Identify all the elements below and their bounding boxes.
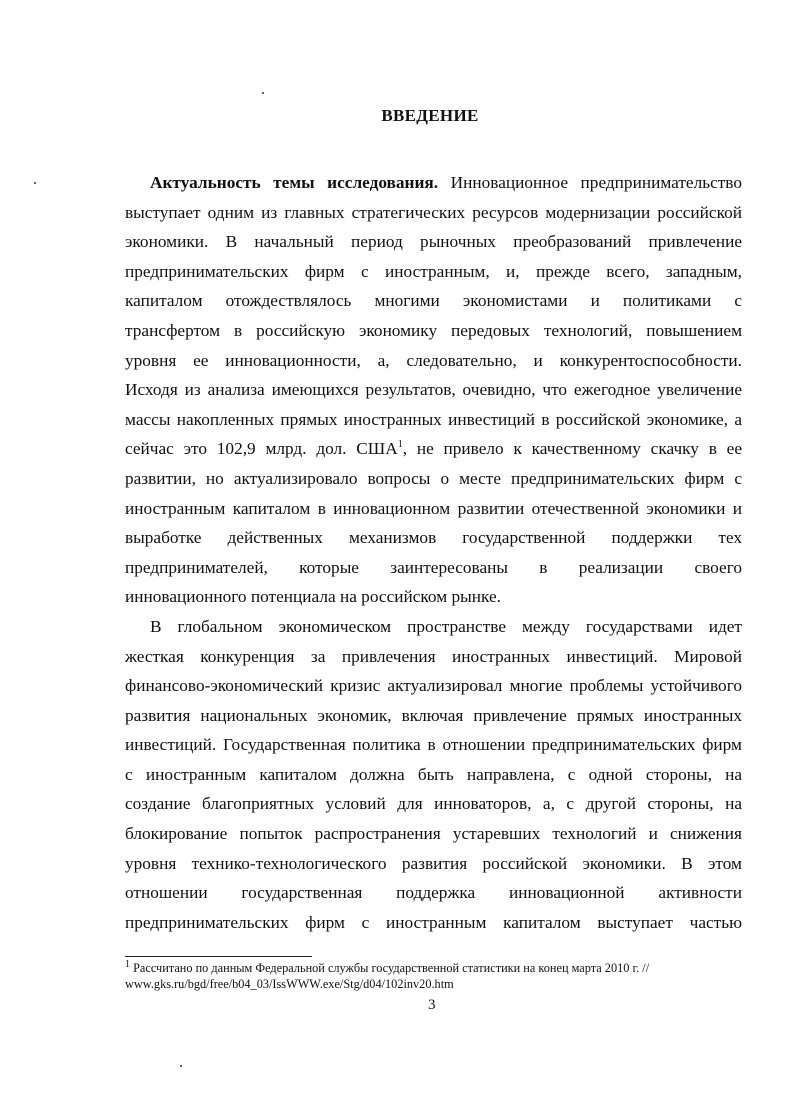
line-text: предпринимательских фирм с иностранным, и, прежде всего, западным, — [125, 261, 742, 281]
line-text: с иностранным капиталом должна быть направлена, с одной стороны, на — [125, 764, 742, 784]
text-line — [125, 701, 742, 731]
text-line — [125, 878, 742, 908]
text-line — [125, 582, 742, 612]
page-number: 3 — [428, 997, 436, 1013]
footnote-ref[interactable]: 1 — [397, 439, 403, 451]
text-line — [125, 346, 742, 376]
line-text: блокирование попыток распространения устаревших технологий и снижения — [125, 824, 742, 844]
line-text: создание благоприятных условий для инноваторов, а, с другой стороны, на — [125, 794, 742, 814]
footnote — [125, 958, 650, 976]
line-text: финансово-экономический кризис актуализировал многие проблемы устойчивого — [125, 676, 742, 696]
line-text: , не привело к качественному скачку в ее — [402, 439, 743, 459]
scan-speck — [34, 182, 36, 184]
line-text: массы накопленных прямых иностранных инвестиций в российской экономике, а — [125, 409, 742, 429]
text-line — [125, 819, 742, 849]
scan-speck — [180, 1065, 182, 1067]
line-text: иностранным капиталом в инновационном развитии отечественной экономики и — [125, 498, 742, 518]
line-text: предпринимательских фирм с иностранным капиталом выступает частью — [125, 912, 742, 932]
text-line — [125, 316, 742, 346]
line-text: жесткая конкуренция за привлечения иностранных инвестиций. Мировой — [125, 646, 742, 666]
text-line — [125, 168, 742, 198]
line-text: трансфертом в российскую экономику передовых технологий, повышением — [125, 320, 742, 340]
text-line — [125, 908, 742, 938]
line-text: развитии, но актуализировало вопросы о месте предпринимательских фирм с — [125, 468, 742, 488]
text-line — [125, 257, 742, 287]
line-text: развития национальных экономик, включая привлечение прямых иностранных — [125, 705, 742, 725]
line-text: Инновационное предпринимательство — [438, 173, 742, 192]
body-text — [125, 168, 742, 937]
line-text: инновационного потенциала на российском рынке. — [125, 587, 501, 607]
line-text: капиталом отождествлялось многими экономистами и политиками с — [125, 291, 742, 311]
text-line — [125, 464, 742, 494]
footnote-marker: 1 — [125, 958, 130, 970]
line-text: выработке действенных механизмов государственной поддержки тех — [125, 528, 742, 548]
line-text: инвестиций. Государственная политика в отношении предпринимательских фирм — [125, 735, 742, 755]
line-text: сейчас это 102,9 млрд. дол. США — [125, 439, 398, 459]
text-line — [125, 405, 742, 435]
line-text: выступает одним из главных стратегических ресурсов модернизации российской — [125, 202, 742, 222]
text-line — [125, 434, 742, 464]
page-heading: ВВЕДЕНИЕ — [381, 106, 479, 125]
text-line — [125, 849, 742, 879]
line-text: отношении государственная поддержка инновационной активности — [125, 883, 742, 903]
line-text: предпринимателей, которые заинтересованы в реализации своего — [125, 557, 742, 577]
footnote-url: www.gks.ru/bgd/free/b04_03/IssWWW.exe/Stg/d04/102inv20.htm — [125, 977, 454, 991]
line-text: Исходя из анализа имеющихся результатов, очевидно, что ежегодное увеличение — [125, 380, 742, 400]
text-line — [125, 671, 742, 701]
footnote-text: Рассчитано по данным Федеральной службы государственной статистики на конец марта 2010 г. // — [130, 961, 650, 975]
text-line — [125, 494, 742, 524]
scan-speck — [262, 92, 264, 94]
text-line — [125, 612, 742, 642]
text-line — [125, 198, 742, 228]
text-line — [125, 286, 742, 316]
text-line — [125, 760, 742, 790]
footnote-divider — [125, 956, 312, 957]
text-line — [125, 730, 742, 760]
line-text: экономики. В начальный период рыночных преобразований привлечение — [125, 232, 742, 252]
text-line — [125, 227, 742, 257]
text-line — [125, 553, 742, 583]
text-line — [125, 523, 742, 553]
line-text: уровня технико-технологического развития российской экономики. В этом — [125, 853, 742, 873]
line-text: В глобальном экономическом пространстве между государствами идет — [150, 616, 742, 636]
text-line — [125, 375, 742, 405]
line-text: уровня ее инновационности, а, следовательно, и конкурентоспособности. — [125, 350, 742, 370]
section-lead: Актуальность темы исследования. — [150, 173, 439, 192]
text-line — [125, 642, 742, 672]
text-line — [125, 789, 742, 819]
